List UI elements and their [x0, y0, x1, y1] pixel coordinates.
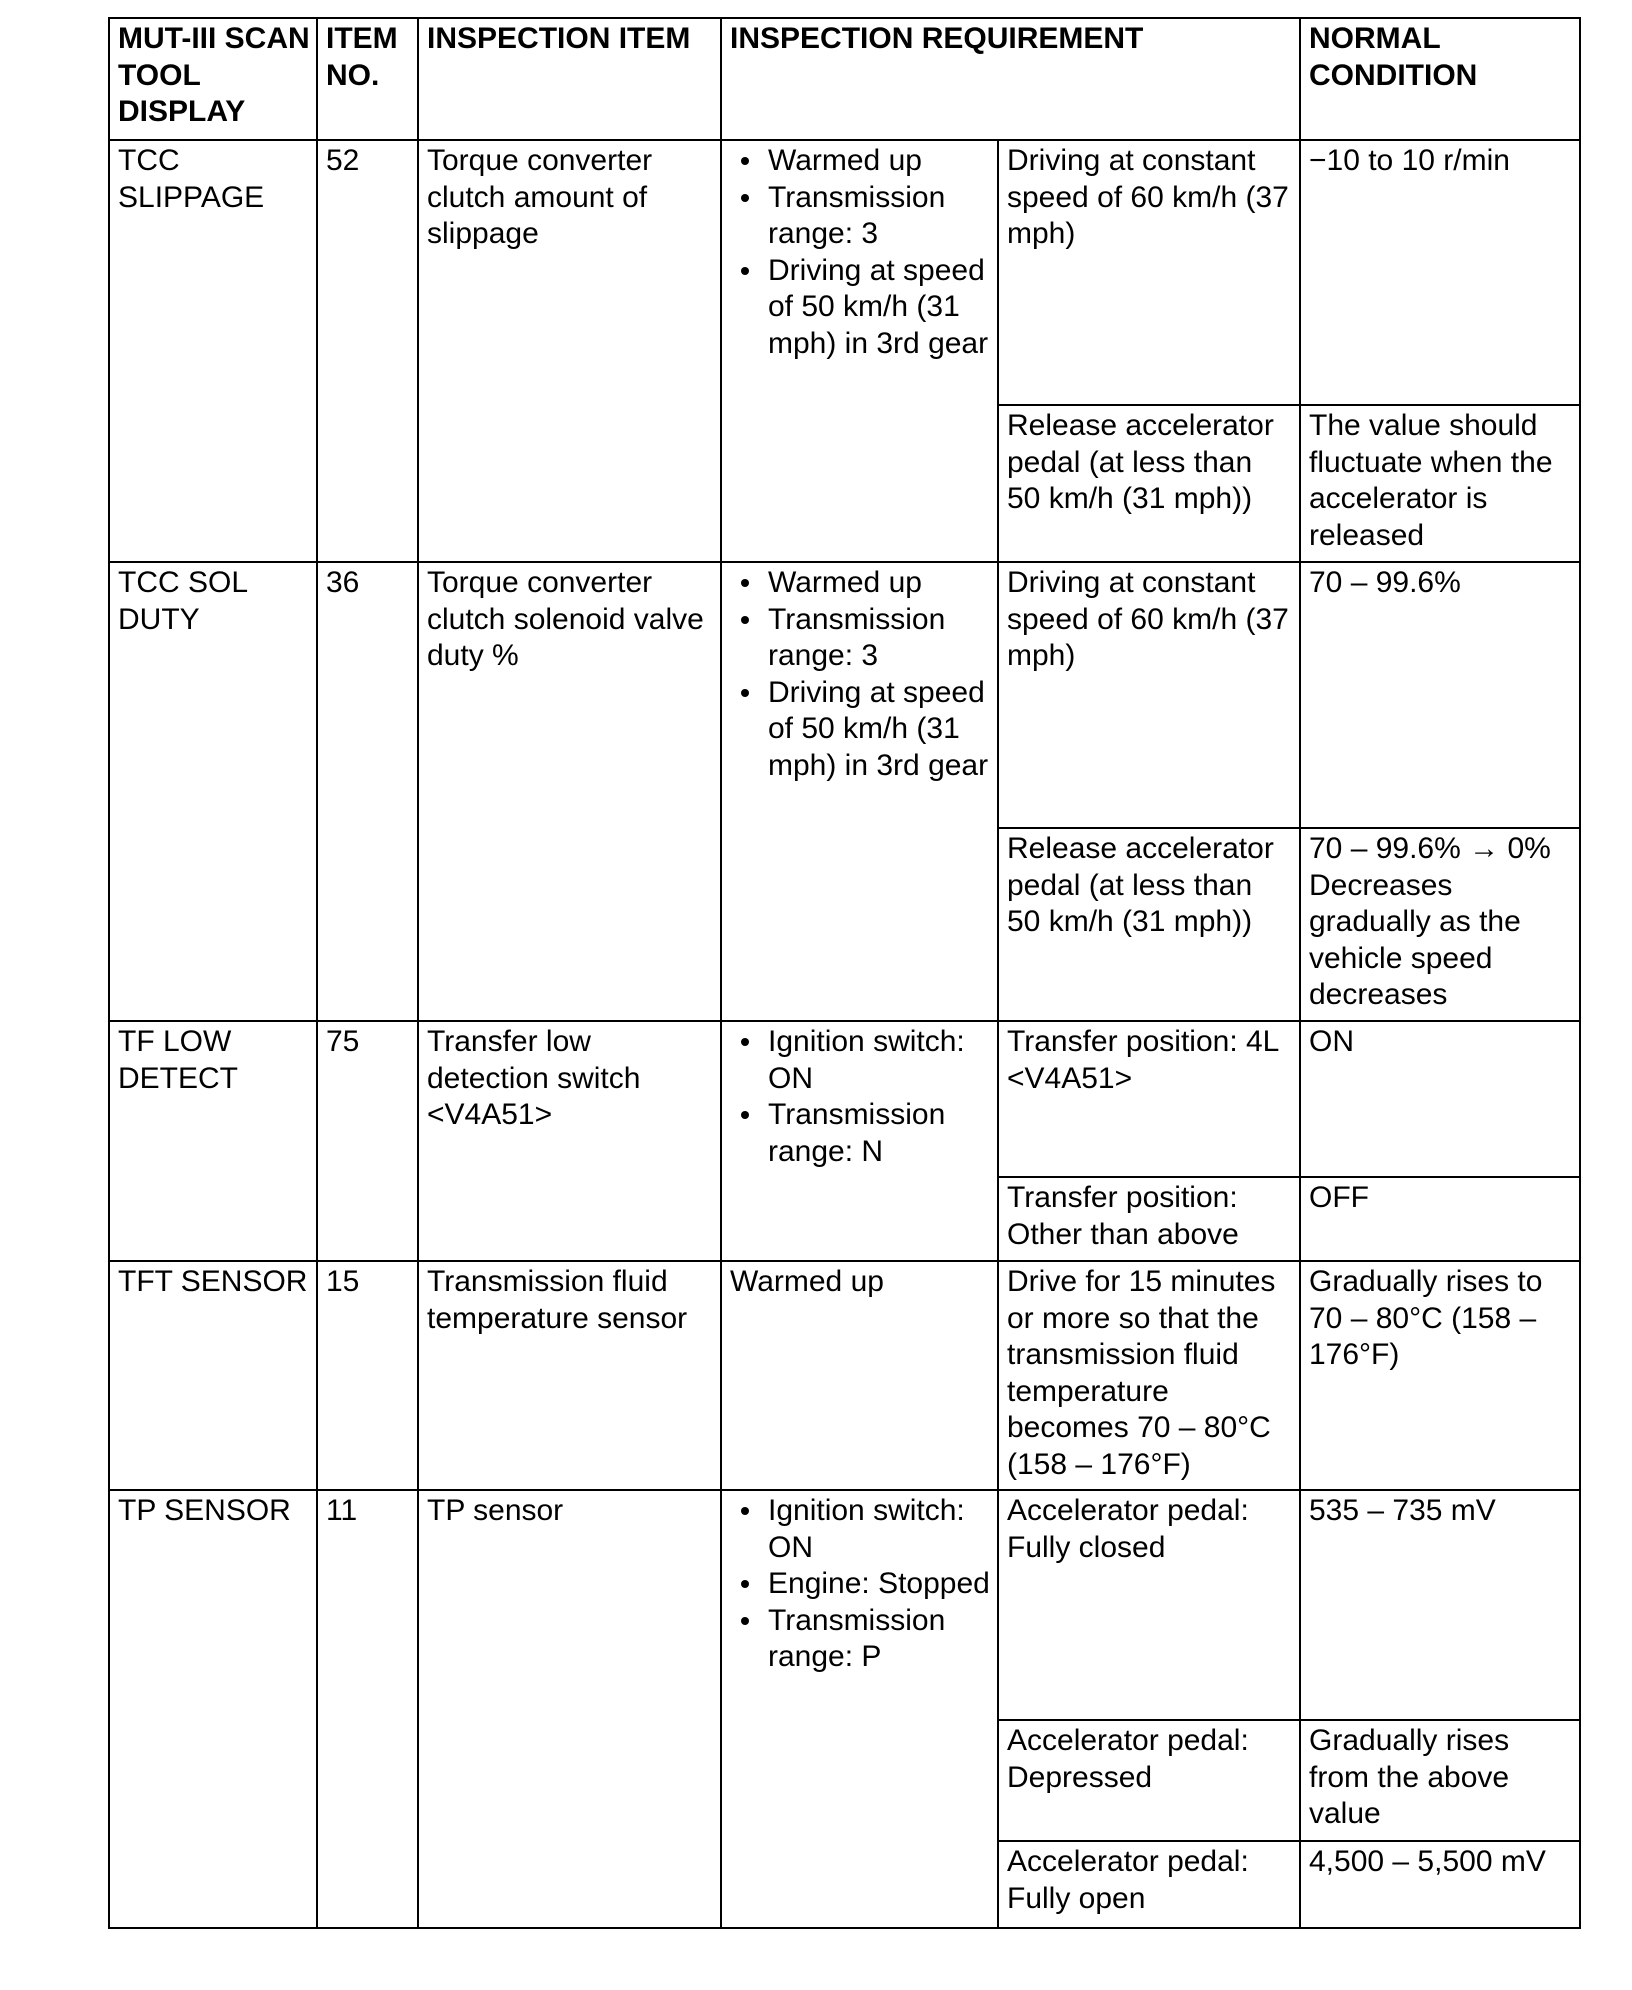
condition-list	[730, 565, 991, 784]
requirement-cell: Driving at constant speed of 60 km/h (37 mph)	[998, 140, 1300, 405]
normal-condition-cell: ON	[1300, 1021, 1580, 1177]
condition-item: Ignition switch: ON	[768, 1024, 991, 1097]
conditions-cell: Warmed up	[721, 1261, 998, 1490]
header-normal: NORMAL CONDITION	[1300, 18, 1580, 140]
normal-condition-cell: Gradually rises to 70 – 80°C (158 – 176°F)	[1300, 1261, 1580, 1490]
header-row	[109, 18, 1580, 140]
condition-item: Warmed up	[768, 565, 991, 602]
requirement-cell: Release accelerator pedal (at less than 50 km/h (31 mph))	[998, 828, 1300, 1021]
normal-condition-cell: Gradually rises from the above value	[1300, 1720, 1580, 1841]
requirement-cell: Transfer position: Other than above	[998, 1177, 1300, 1261]
condition-list	[730, 143, 991, 362]
normal-condition-cell: 535 – 735 mV	[1300, 1490, 1580, 1720]
requirement-cell: Driving at constant speed of 60 km/h (37 mph)	[998, 562, 1300, 828]
normal-condition-cell: 70 – 99.6%	[1300, 562, 1580, 828]
condition-item: Transmission range: N	[768, 1097, 991, 1170]
requirement-cell: Accelerator pedal: Fully closed	[998, 1490, 1300, 1720]
display-cell: TP SENSOR	[109, 1490, 317, 1928]
table-row	[109, 562, 1580, 828]
conditions-cell	[721, 140, 998, 562]
condition-item: Driving at speed of 50 km/h (31 mph) in 3rd gear	[768, 675, 991, 785]
display-cell: TCC SOL DUTY	[109, 562, 317, 1021]
condition-item: Transmission range: 3	[768, 602, 991, 675]
table-row	[109, 1490, 1580, 1720]
condition-item: Ignition switch: ON	[768, 1493, 991, 1566]
inspection-item-cell: TP sensor	[418, 1490, 721, 1928]
condition-item: Engine: Stopped	[768, 1566, 991, 1603]
display-cell: TCC SLIPPAGE	[109, 140, 317, 562]
requirement-cell: Accelerator pedal: Depressed	[998, 1720, 1300, 1841]
requirement-cell: Transfer position: 4L <V4A51>	[998, 1021, 1300, 1177]
inspection-item-cell: Torque converter clutch solenoid valve duty %	[418, 562, 721, 1021]
header-item-no: ITEM NO.	[317, 18, 418, 140]
inspection-item-cell: Torque converter clutch amount of slippage	[418, 140, 721, 562]
table-row	[109, 140, 1580, 405]
normal-condition-cell: 70 – 99.6% → 0% Decreases gradually as the vehicle speed decreases	[1300, 828, 1580, 1021]
item-no-cell: 52	[317, 140, 418, 562]
conditions-cell	[721, 562, 998, 1021]
normal-condition-cell: The value should fluctuate when the accelerator is released	[1300, 405, 1580, 562]
condition-item: Transmission range: P	[768, 1603, 991, 1676]
normal-condition-cell: 4,500 – 5,500 mV	[1300, 1841, 1580, 1928]
normal-condition-cell: OFF	[1300, 1177, 1580, 1261]
header-display: MUT-III SCAN TOOL DISPLAY	[109, 18, 317, 140]
item-no-cell: 75	[317, 1021, 418, 1261]
display-cell: TFT SENSOR	[109, 1261, 317, 1490]
requirement-cell: Release accelerator pedal (at less than 50 km/h (31 mph))	[998, 405, 1300, 562]
condition-item: Warmed up	[768, 143, 991, 180]
conditions-cell	[721, 1490, 998, 1928]
item-no-cell: 15	[317, 1261, 418, 1490]
condition-item: Driving at speed of 50 km/h (31 mph) in 3rd gear	[768, 253, 991, 363]
table-row	[109, 1261, 1580, 1490]
display-cell: TF LOW DETECT	[109, 1021, 317, 1261]
header-requirement: INSPECTION REQUIREMENT	[721, 18, 1300, 140]
table-row	[109, 1021, 1580, 1177]
header-inspection-item: INSPECTION ITEM	[418, 18, 721, 140]
inspection-item-cell: Transfer low detection switch <V4A51>	[418, 1021, 721, 1261]
condition-item: Transmission range: 3	[768, 180, 991, 253]
requirement-cell: Accelerator pedal: Fully open	[998, 1841, 1300, 1928]
item-no-cell: 36	[317, 562, 418, 1021]
inspection-item-cell: Transmission fluid temperature sensor	[418, 1261, 721, 1490]
inspection-table	[108, 17, 1581, 1929]
condition-list	[730, 1493, 991, 1676]
normal-condition-cell: −10 to 10 r/min	[1300, 140, 1580, 405]
requirement-cell: Drive for 15 minutes or more so that the transmission fluid temperature becomes 70 – 80°C (158 – 176°F)	[998, 1261, 1300, 1490]
condition-list	[730, 1024, 991, 1170]
item-no-cell: 11	[317, 1490, 418, 1928]
conditions-cell	[721, 1021, 998, 1261]
